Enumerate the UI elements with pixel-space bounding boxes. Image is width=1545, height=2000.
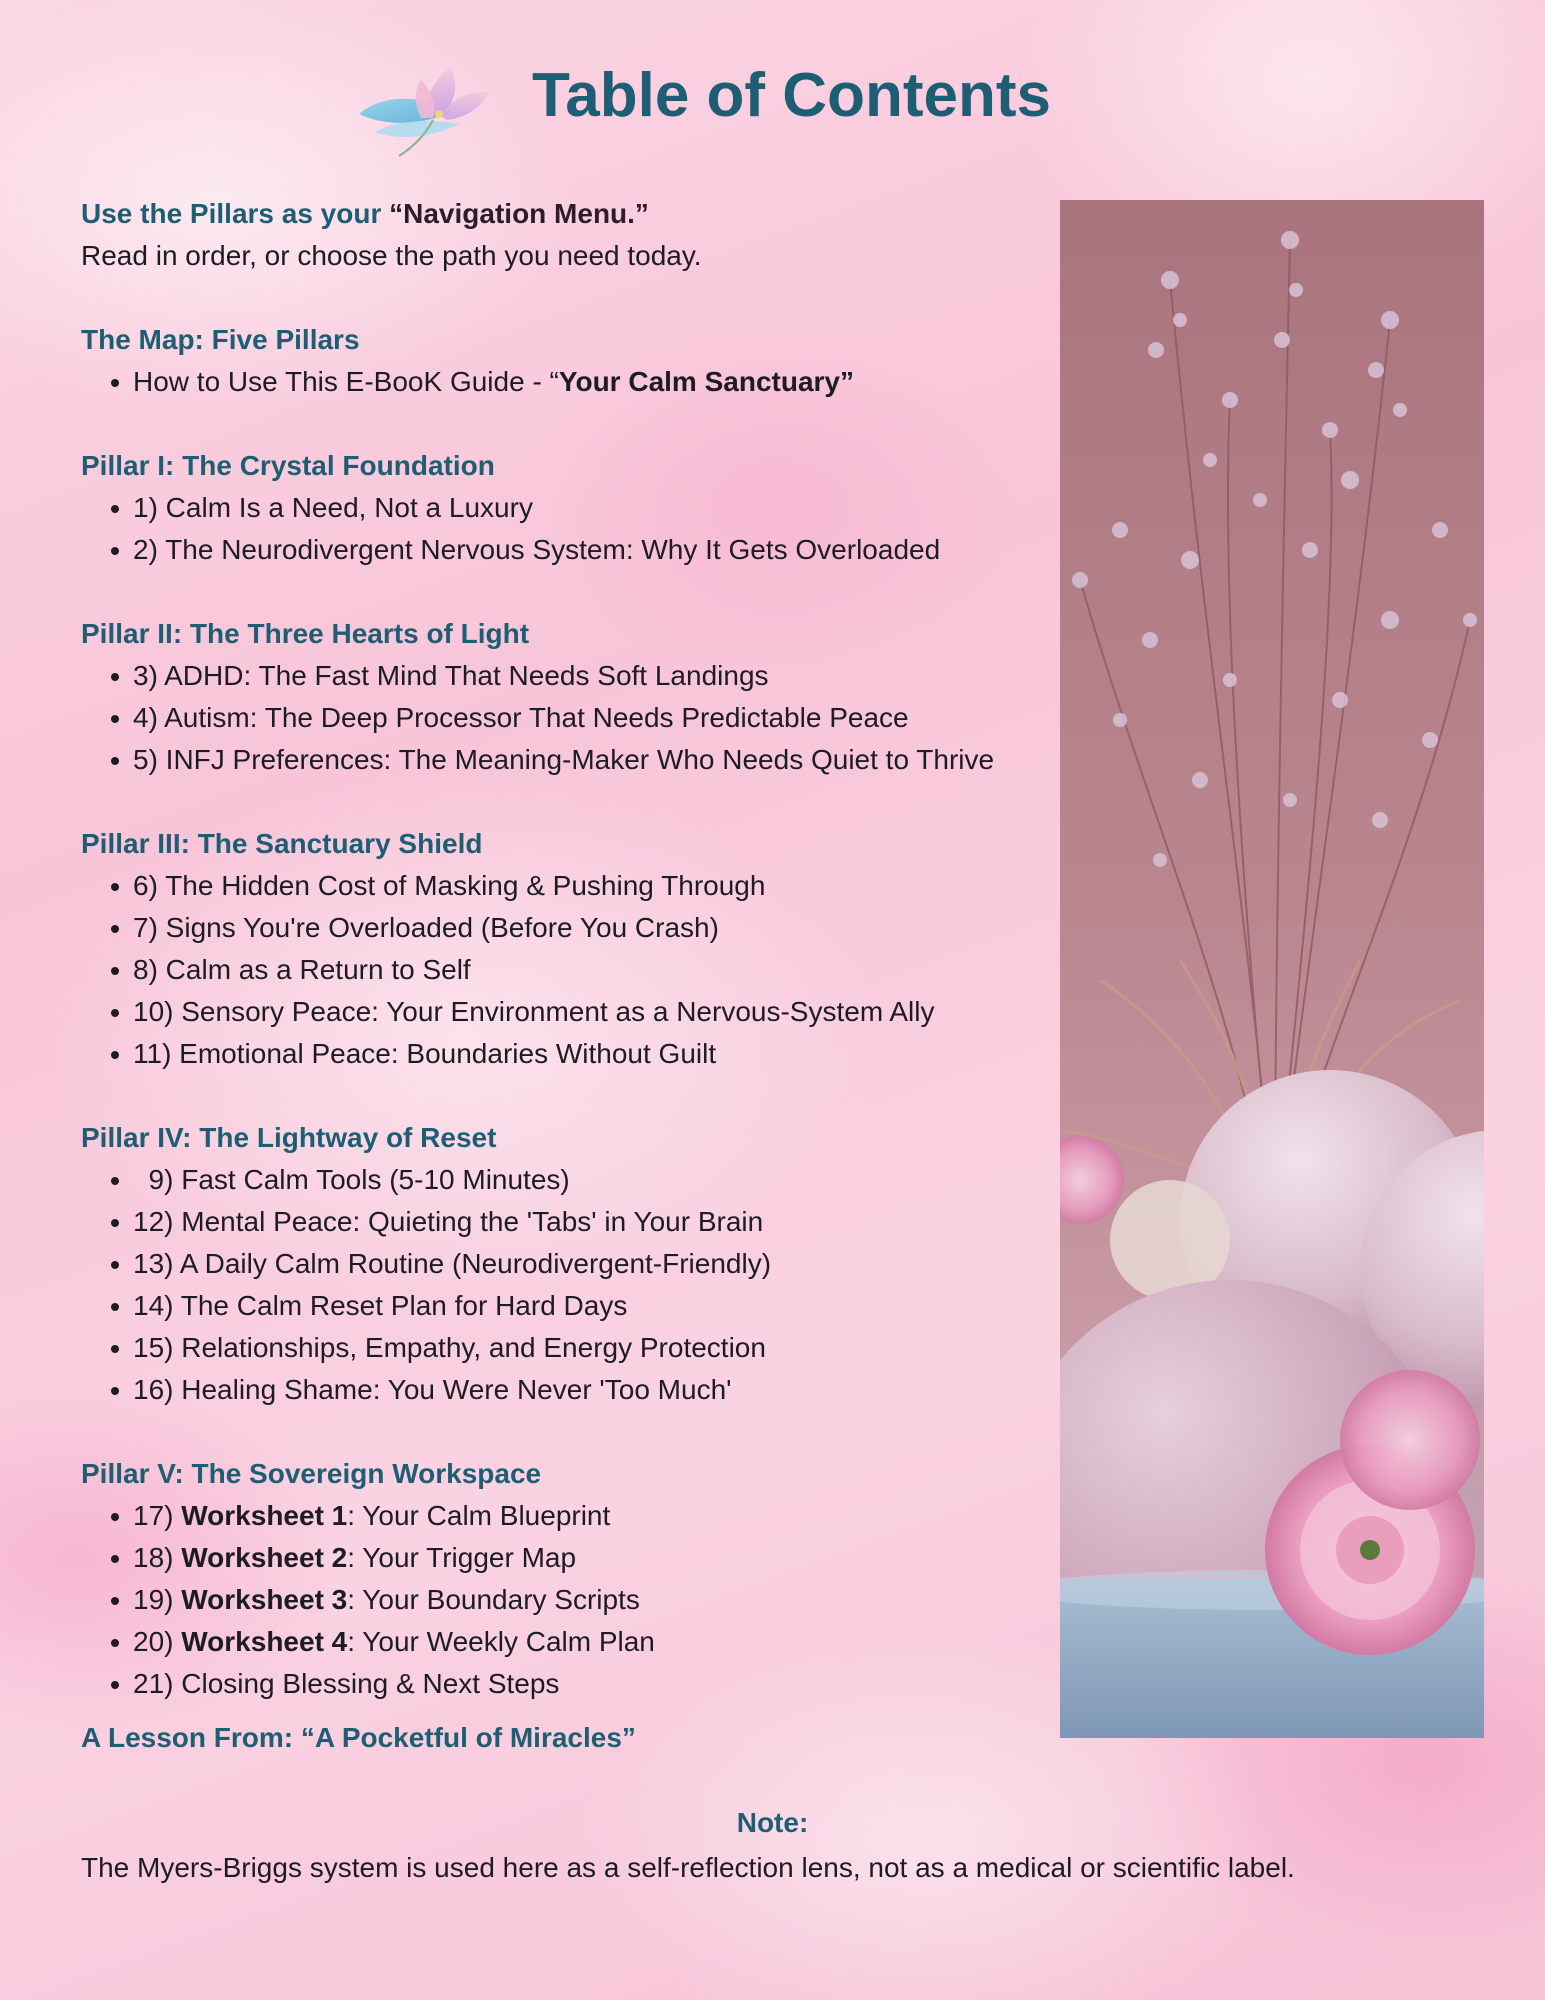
section-pillar-2 [81, 613, 1061, 781]
intro-line-2: Read in order, or choose the path you need today. [81, 240, 702, 271]
section-pillar-5 [81, 1453, 1061, 1705]
page-header [0, 48, 1545, 158]
section-map [81, 319, 1061, 403]
toc-item[interactable]: 18) Worksheet 2: Your Trigger Map [81, 1537, 1061, 1579]
toc-item[interactable]: 10) Sensory Peace: Your Environment as a Nervous-System Ally [81, 991, 1061, 1033]
section-heading: Pillar III: The Sanctuary Shield [81, 828, 483, 859]
toc-item[interactable]: 9) Fast Calm Tools (5-10 Minutes) [81, 1159, 1061, 1201]
section-heading: Pillar I: The Crystal Foundation [81, 450, 495, 481]
toc-item[interactable]: 19) Worksheet 3: Your Boundary Scripts [81, 1579, 1061, 1621]
section-heading: Pillar IV: The Lightway of Reset [81, 1122, 497, 1153]
toc-item[interactable]: 1) Calm Is a Need, Not a Luxury [81, 487, 1061, 529]
intro-lead: Use the Pillars as your [81, 198, 390, 229]
toc-item[interactable]: 6) The Hidden Cost of Masking & Pushing Through [81, 865, 1061, 907]
lesson-heading: A Lesson From: “A Pocketful of Miracles” [81, 1722, 636, 1753]
spheres-and-flowers-image [1060, 200, 1484, 1738]
section-heading: Pillar V: The Sovereign Workspace [81, 1458, 542, 1489]
toc-item[interactable]: 2) The Neurodivergent Nervous System: Why It Gets Overloaded [81, 529, 1061, 571]
section-pillar-4 [81, 1117, 1061, 1411]
intro-navigation-menu: “Navigation Menu.” [389, 198, 649, 229]
note-text: The Myers-Briggs system is used here as a self-reflection lens, not as a medical or scientific label. [81, 1852, 1295, 1883]
section-pillar-3 [81, 823, 1061, 1075]
intro-line-1 [81, 193, 1061, 235]
toc-item[interactable]: 3) ADHD: The Fast Mind That Needs Soft Landings [81, 655, 1061, 697]
section-heading: The Map: Five Pillars [81, 324, 360, 355]
toc-item[interactable]: 4) Autism: The Deep Processor That Needs Predictable Peace [81, 697, 1061, 739]
toc-item[interactable]: 5) INFJ Preferences: The Meaning-Maker Who Needs Quiet to Thrive [81, 739, 1061, 781]
page-title: Table of Contents [532, 61, 1051, 130]
lotus-icon [355, 62, 495, 158]
toc-item[interactable]: 13) A Daily Calm Routine (Neurodivergent-Friendly) [81, 1243, 1061, 1285]
toc-item[interactable]: 21) Closing Blessing & Next Steps [81, 1663, 1061, 1705]
table-of-contents [81, 193, 1061, 1759]
toc-item[interactable]: 20) Worksheet 4: Your Weekly Calm Plan [81, 1621, 1061, 1663]
section-heading: Pillar II: The Three Hearts of Light [81, 618, 530, 649]
decorative-photo [1060, 200, 1484, 1738]
toc-item[interactable]: 8) Calm as a Return to Self [81, 949, 1061, 991]
note-heading: Note: [736, 1807, 809, 1838]
toc-item[interactable]: 7) Signs You're Overloaded (Before You Crash) [81, 907, 1061, 949]
toc-item[interactable]: 15) Relationships, Empathy, and Energy Protection [81, 1327, 1061, 1369]
toc-item[interactable]: 12) Mental Peace: Quieting the 'Tabs' in Your Brain [81, 1201, 1061, 1243]
toc-item[interactable]: 16) Healing Shame: You Were Never 'Too Much' [81, 1369, 1061, 1411]
toc-item[interactable]: 11) Emotional Peace: Boundaries Without Guilt [81, 1033, 1061, 1075]
toc-item[interactable]: 17) Worksheet 1: Your Calm Blueprint [81, 1495, 1061, 1537]
toc-item[interactable]: 14) The Calm Reset Plan for Hard Days [81, 1285, 1061, 1327]
section-pillar-1 [81, 445, 1061, 571]
toc-item[interactable]: How to Use This E-BooK Guide - “Your Calm Sanctuary” [81, 361, 1061, 403]
